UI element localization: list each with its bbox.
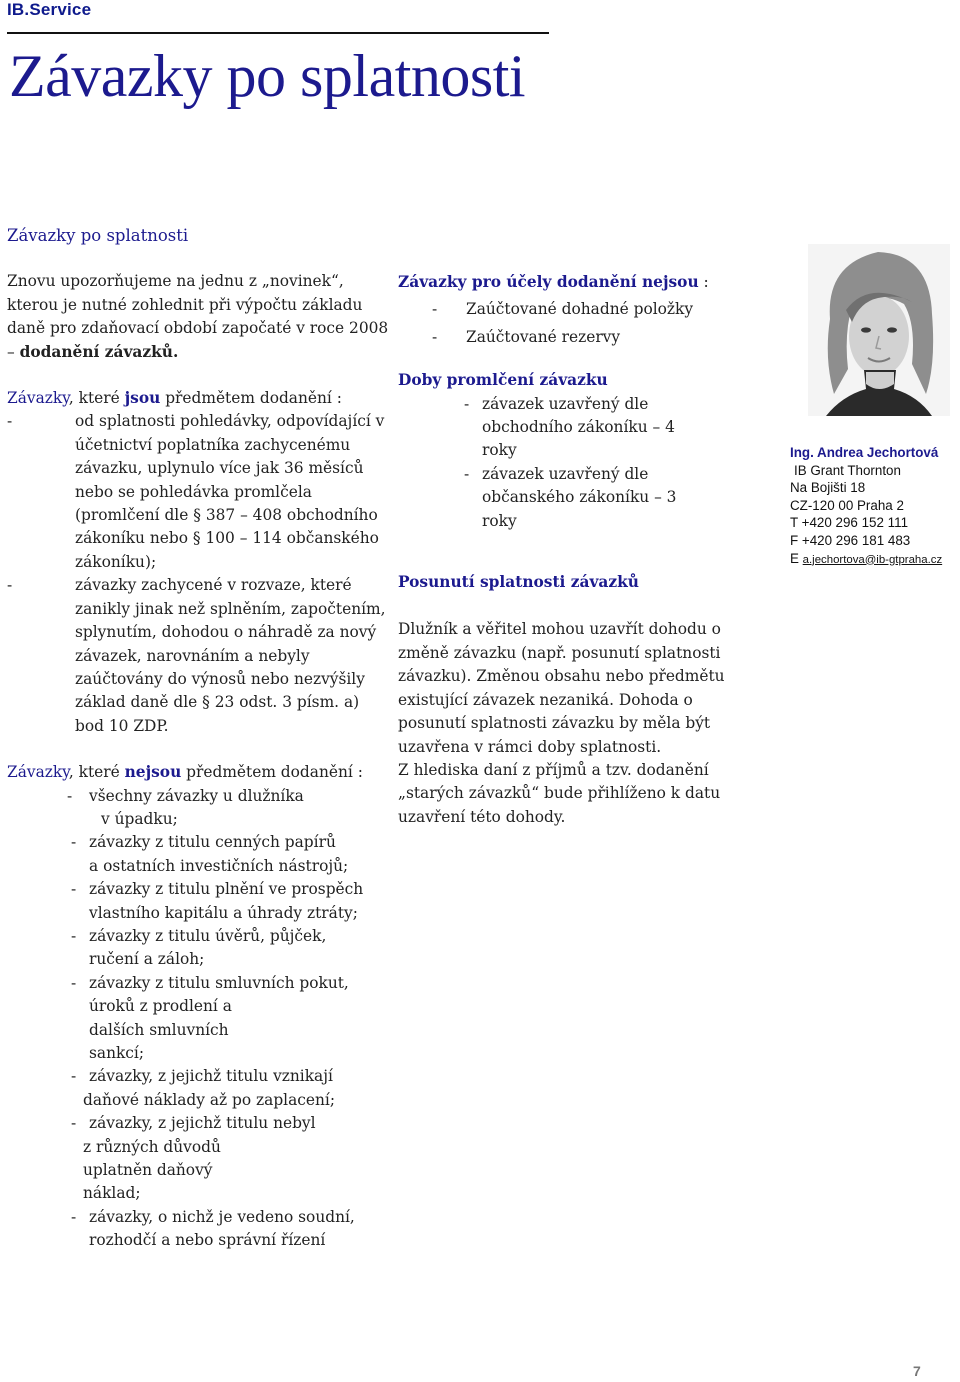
non-subject-item xyxy=(7,1206,392,1253)
intro-bold: dodanění závazků. xyxy=(19,342,179,361)
subject-heading-word1: Závazky xyxy=(7,389,69,408)
bullet-dash: - xyxy=(71,833,77,852)
bullet-dash: - xyxy=(71,1067,77,1086)
non-subject-item-first: závazky, z jejichž titulu nebyl xyxy=(89,1114,316,1133)
intro-paragraph xyxy=(7,270,392,364)
header-rule xyxy=(7,32,549,34)
non-subject-item-first: závazky z titulu smluvních pokut, xyxy=(89,973,349,992)
contact-street: Na Bojišti 18 xyxy=(790,480,866,496)
contact-phone: T +420 296 152 111 xyxy=(790,515,909,531)
non-subject-item xyxy=(7,1065,392,1112)
bullet-dash: - xyxy=(432,327,438,346)
left-column xyxy=(7,224,392,1253)
bullet-dash: - xyxy=(71,1207,77,1226)
subject-item-1-text: od splatnosti pohledávky, odpovídající v účetnictví poplatníka zachycenému závazku, uplynulo více jak 36 měsíců nebo se pohledávka promlčela (promlčení dle § 387 – 408 obchodního zákoníku nebo § 100 – 114 občanského zákoníku); xyxy=(75,412,385,571)
limitation-item-text: závazek uzavřený dle občanského zákoníku – 3 roky xyxy=(482,464,677,530)
non-subject-item-rest: vlastního kapitálu a úhrady ztráty; xyxy=(89,903,358,922)
postponement-paragraph-1: Dlužník a věřitel mohou uzavřít dohodu o změně závazku (např. posunutí splatnosti závazku). Změnou obsahu nebo předmětu existující závazek nezaniká. Dohoda o posunutí splatnosti závazku by měla být uzavřena v rámci doby splatnosti. xyxy=(398,620,725,756)
non-subject-heading-word1: Závazky xyxy=(7,763,69,782)
subject-heading-word3: jsou xyxy=(124,389,161,408)
brand-logo: IB.Service xyxy=(7,0,92,19)
contact-card xyxy=(790,444,960,569)
bullet-dash: - xyxy=(7,576,13,595)
contact-email-label: E xyxy=(790,550,799,566)
non-subject-item xyxy=(7,1112,392,1206)
non-subject-item-rest: daňové náklady až po zaplacení; xyxy=(83,1090,336,1109)
subject-heading-word4: předmětem dodanění : xyxy=(160,389,342,408)
purposes-heading-c: : xyxy=(698,273,709,291)
contact-city: CZ-120 00 Praha 2 xyxy=(790,497,904,513)
bullet-dash: - xyxy=(71,926,77,945)
intro-text: Znovu upozorňujeme na jednu z „novinek“, kterou je nutné zohlednit při výpočtu základu daně pro zdaňovací období započaté v roce 2008 – xyxy=(7,272,389,361)
non-subject-item-rest: rozhodčí a nebo správní řízení xyxy=(89,1231,326,1250)
not-subject-purposes-heading xyxy=(398,271,768,294)
postponement-heading: Posunutí splatnosti závazků xyxy=(398,573,639,592)
contact-email-row xyxy=(790,550,960,570)
bullet-dash: - xyxy=(464,464,470,483)
contact-company: IB Grant Thornton xyxy=(794,462,901,478)
non-subject-heading-word2: , které xyxy=(68,763,125,782)
left-heading: Závazky po splatnosti xyxy=(7,226,189,245)
non-subject-item xyxy=(7,925,392,972)
non-subject-heading-word4: předmětem dodanění : xyxy=(181,763,363,782)
non-subject-item xyxy=(7,831,392,878)
limitation-item xyxy=(398,463,768,533)
postponement-paragraph-2: Z hlediska daní z příjmů a tzv. dodanění „starých závazků“ bude přihlíženo k datu uzavření této dohody. xyxy=(398,760,721,826)
non-subject-item-rest: a ostatních investičních nástrojů; xyxy=(89,856,349,875)
bullet-dash: - xyxy=(71,1114,77,1133)
contact-fax: F +420 296 181 483 xyxy=(790,532,911,548)
limitation-heading: Doby promlčení závazku xyxy=(398,371,608,390)
bullet-dash: - xyxy=(67,786,73,805)
non-subject-item-first: závazky z titulu plnění ve prospěch xyxy=(89,880,364,899)
page-title: Závazky po splatnosti xyxy=(9,43,526,109)
non-subject-item-rest: úroků z prodlení a dalších smluvních sankcí; xyxy=(89,997,232,1062)
non-subject-item xyxy=(7,972,392,1066)
author-photo xyxy=(808,244,950,416)
purposes-item-text: Zaúčtované dohadné položky xyxy=(466,300,694,319)
non-subject-item-first: závazky z titulu cenných papírů xyxy=(89,833,336,852)
subject-item-2 xyxy=(7,574,392,738)
contact-email-link[interactable]: a.jechortova@ib-gtpraha.cz xyxy=(802,553,943,566)
page-number: 7 xyxy=(913,1363,921,1379)
purposes-item xyxy=(398,294,768,321)
subject-item-1 xyxy=(7,410,392,574)
non-subject-item xyxy=(7,785,392,832)
non-subject-item-first: závazky, o nichž je vedeno soudní, xyxy=(89,1207,355,1226)
non-subject-item-rest: z různých důvodů uplatněn daňový náklad; xyxy=(83,1137,221,1203)
non-subject-item-rest: v úpadku; xyxy=(101,809,178,828)
subject-heading-word2: , které xyxy=(68,389,125,408)
purposes-heading-b: nejsou xyxy=(641,273,699,291)
non-subject-item-first: závazky, z jejichž titulu vznikají xyxy=(89,1067,333,1086)
purposes-heading-a: Závazky pro účely dodanění xyxy=(398,273,642,291)
non-subject-item-first: závazky z titulu úvěrů, půjček, xyxy=(89,926,327,945)
limitation-item xyxy=(398,393,768,463)
non-subject-item-first: všechny závazky u dlužníka xyxy=(89,786,304,805)
limitation-item-text: závazek uzavřený dle obchodního zákoníku – 4 roky xyxy=(482,394,675,460)
bullet-dash: - xyxy=(464,394,470,413)
non-subject-heading xyxy=(7,761,392,784)
bullet-dash: - xyxy=(432,300,438,319)
purposes-item-text: Zaúčtované rezervy xyxy=(466,327,621,346)
bullet-dash: - xyxy=(71,880,77,899)
subject-heading xyxy=(7,387,392,410)
portrait-image xyxy=(808,244,950,416)
right-column xyxy=(398,271,768,829)
subject-item-2-text: závazky zachycené v rozvaze, které zanikly jinak než splněním, započtením, splynutím, dohodou o náhradě za nový závazek, narovnáním a nebyly zaúčtovány do výnosů nebo nezvýšily základ daně dle § 23 odst. 3 písm. a) bod 10 ZDP. xyxy=(75,576,386,735)
non-subject-item-rest: ručení a záloh; xyxy=(89,950,205,969)
contact-name: Ing. Andrea Jechortová xyxy=(790,445,939,460)
bullet-dash: - xyxy=(71,973,77,992)
non-subject-heading-word3: nejsou xyxy=(124,763,182,782)
purposes-item xyxy=(398,322,768,349)
bullet-dash: - xyxy=(7,412,13,431)
non-subject-item xyxy=(7,878,392,925)
